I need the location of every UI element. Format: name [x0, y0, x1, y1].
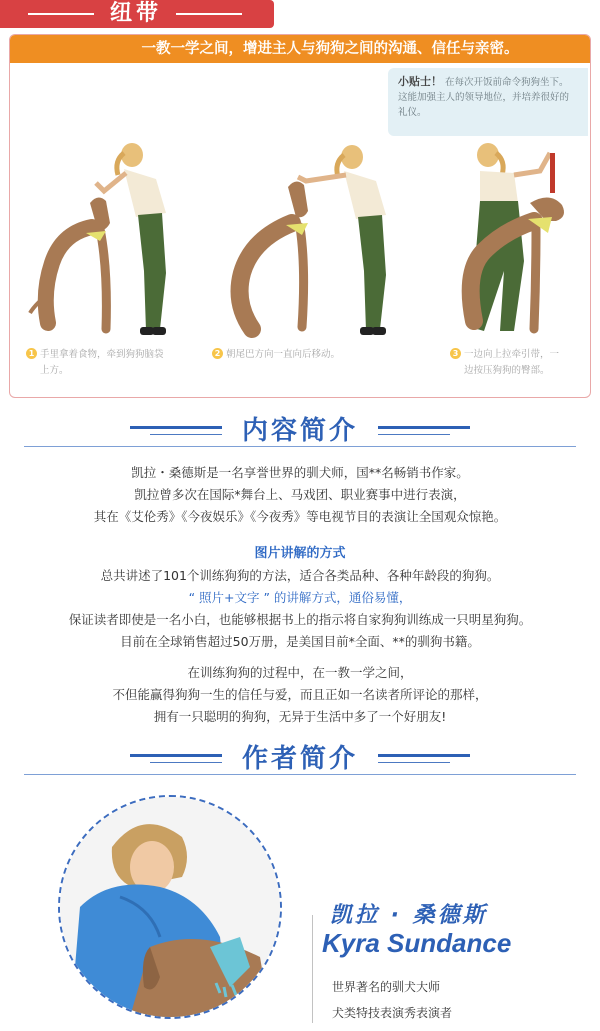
tip-box: [388, 68, 588, 136]
banner-line-right: [176, 13, 242, 15]
content-heading-title: 内容简介: [241, 416, 358, 446]
author-heading: [0, 736, 600, 776]
content-intro-para3: [0, 662, 600, 728]
content-intro-para1: [0, 462, 600, 528]
step-2-photo: [210, 143, 420, 353]
heading-decor-left-thin: [150, 762, 222, 763]
heading-decor-right-thin: [378, 434, 450, 435]
content-heading-rule: [24, 446, 576, 447]
intro-highlight-line: “ 照片+文字 ” 的讲解方式，通俗易懂，: [188, 590, 412, 605]
intro-line: 其在《艾伦秀》《今夜娱乐》《今夜秀》等电视节目的表演让全国观众惊艳。: [93, 509, 507, 524]
panel-header: 一教一学之间，增进主人与狗狗之间的沟通、信任与亲密。: [10, 35, 590, 63]
step-1-text-line1: 手里拿着食物，牵到狗狗脑袋: [40, 349, 164, 360]
training-steps-illustration: [10, 143, 591, 353]
top-banner: [0, 0, 274, 28]
step-3-text-line1: 一边向上拉牵引带，一: [464, 349, 560, 360]
banner-line-left: [28, 13, 94, 15]
author-photo: [60, 797, 280, 1017]
content-heading: [0, 408, 600, 448]
author-heading-title: 作者简介: [241, 744, 358, 774]
author-heading-rule: [24, 774, 576, 775]
intro-line: 拥有一只聪明的狗狗，无异于生活中多了一个好朋友!: [153, 709, 447, 724]
method-title: 图片讲解的方式: [254, 546, 346, 561]
content-intro-para2: [0, 543, 600, 653]
step-1-photo: [20, 143, 210, 353]
intro-line: 不但能赢得狗狗一生的信任与爱，而且正如一名读者所评论的那样，: [112, 687, 488, 702]
heading-decor-left-thin: [150, 434, 222, 435]
intro-line: 凯拉曾多次在国际*舞台上、马戏团、职业赛事中进行表演，: [134, 487, 466, 502]
step-3-text-line2: 边按压狗狗的臀部。: [464, 365, 550, 376]
heading-decor-right: [378, 754, 470, 757]
step-1-text-line2: 上方。: [40, 365, 69, 376]
heading-decor-right-thin: [378, 762, 450, 763]
heading-decor-right: [378, 426, 470, 429]
step-2-number: 2: [212, 348, 223, 359]
tip-label: 小贴士！: [398, 75, 442, 88]
step-3-photo: [440, 143, 590, 353]
author-name-en: Kyra Sundance: [322, 928, 512, 958]
intro-line: 保证读者即使是一名小白，也能够根据书上的指示将自家狗狗训练成一只明星狗狗。: [68, 612, 532, 627]
intro-line: 目前在全球销售超过50万册，是美国目前*全面、**的驯狗书籍。: [120, 634, 480, 649]
step-3-caption: [450, 347, 590, 379]
intro-line: 总共讲述了101个训练狗狗的方法，适合各类品种、各种年龄段的狗狗。: [100, 568, 500, 583]
author-title-2: 犬类特技表演秀表演者: [332, 1006, 453, 1020]
author-portrait: [58, 795, 282, 1019]
step-3-number: 3: [450, 348, 461, 359]
intro-line: 凯拉・桑德斯是一名享誉世界的驯犬师，国**名畅销书作家。: [131, 465, 469, 480]
heading-decor-left: [130, 426, 222, 429]
step-1-caption: [26, 347, 196, 379]
banner-title: 纽带: [109, 1, 162, 26]
tip-text: 在每次开饭前命令狗狗坐下。这能加强主人的领导地位，并培养很好的礼仪。: [398, 77, 570, 118]
intro-line: 在训练狗狗的过程中，在一教一学之间，: [187, 665, 413, 680]
author-name-cn: 凯拉 · 桑德斯: [330, 903, 488, 928]
step-2-caption: [212, 347, 392, 363]
training-panel: [9, 34, 591, 398]
step-2-text-line1: 朝尾巴方向一直向后移动。: [226, 349, 341, 360]
step-1-number: 1: [26, 348, 37, 359]
author-divider: [312, 915, 313, 1023]
heading-decor-left: [130, 754, 222, 757]
author-title-1: 世界著名的驯犬大师: [332, 980, 441, 994]
